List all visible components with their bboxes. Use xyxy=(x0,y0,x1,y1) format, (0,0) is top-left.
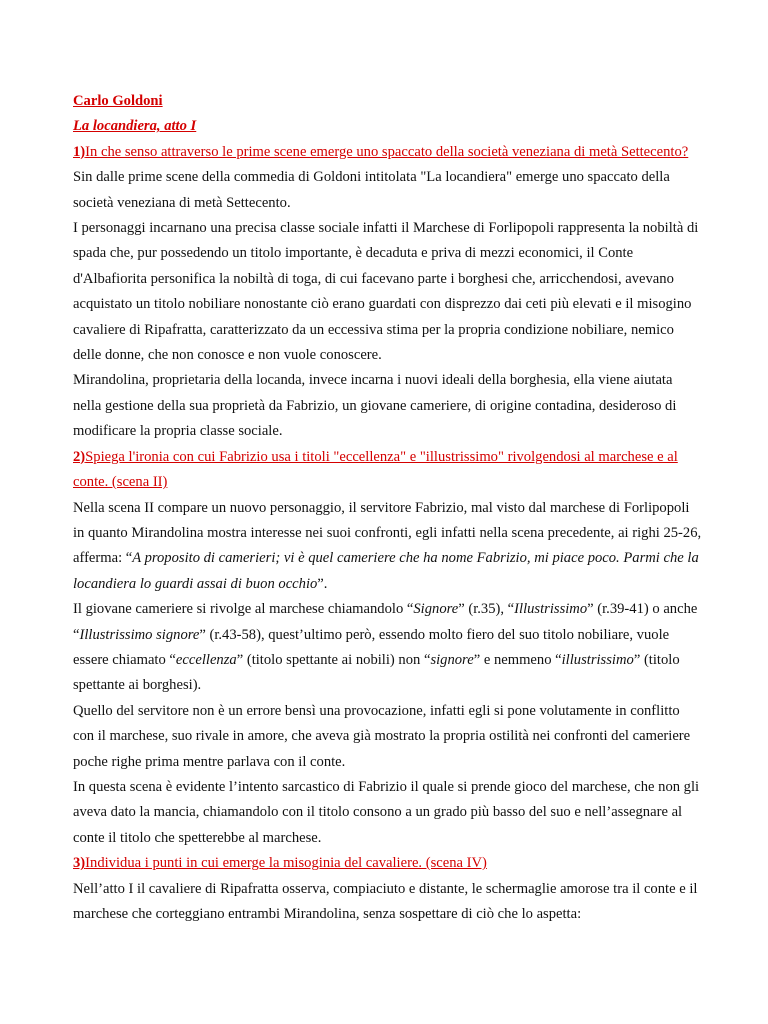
question-1 xyxy=(73,140,703,165)
question-1-number: 1) xyxy=(73,143,86,160)
question-2-number: 2) xyxy=(73,448,86,465)
answer-2-paragraph-1: Nella scena II compare un nuovo personaggio, il servitore Fabrizio, mal visto dal marchese di Forlipopoli in quanto Mirandolina mostra interesse nei suoi confronti, egli infatti nella scena precedente, ai righi 25-26, afferma: “A proposito di camerieri; vi è quel cameriere che ha nome Fabrizio, mi piace poco. Parmi che la locandiera lo guardi assai di buon occhio”. xyxy=(73,499,702,592)
question-3-number: 3) xyxy=(73,855,86,872)
answer-1-paragraph-3: Mirandolina, proprietaria della locanda, invece incarna i nuovi ideali della borghesia, ella viene aiutata nella gestione della sua proprietà da Fabrizio, un giovane cameriere, di origine contadina, desideroso di modificare la propria classe sociale. xyxy=(73,372,677,440)
answer-2-paragraph-3: Quello del servitore non è un errore bensì una provocazione, infatti egli si pone volutamente in conflitto con il marchese, suo rivale in amore, che aveva già mostrato la propria ostilità nei confronti del cameriere poche righe prima mentre parlava con il conte. xyxy=(73,702,691,770)
work-subheading: La locandiera, atto I xyxy=(73,118,197,135)
author-heading: Carlo Goldoni xyxy=(73,93,163,109)
question-2 xyxy=(73,445,703,496)
question-3 xyxy=(73,851,703,876)
quote-text: A proposito di camerieri; vi è quel cameriere che ha nome Fabrizio, mi piace poco. Parmi che la locandiera lo guardi assai di buon occhio xyxy=(73,550,699,592)
answer-1-paragraph-1: Sin dalle prime scene della commedia di Goldoni intitolata "La locandiera" emerge uno spaccato della società veneziana di metà Settecento. xyxy=(73,169,670,211)
answer-3-paragraph-1: Nell’atto I il cavaliere di Ripafratta osserva, compiaciuto e distante, le schermaglie amorose tra il conte e il marchese che corteggiano entrambi Mirandolina, senza sospettare di ciò che lo aspetta: xyxy=(73,880,698,922)
answer-2-paragraph-4: In questa scena è evidente l’intento sarcastico di Fabrizio il quale si prende gioco del marchese, che non gli aveva dato la mancia, chiamandolo con il titolo consono a un grado più basso del suo e nell’assegnare al conte il titolo che spetterebbe al marchese. xyxy=(73,778,700,846)
answer-2-paragraph-2: Il giovane cameriere si rivolge al marchese chiamandolo “Signore” (r.35), “Illustrissimo” (r.39-41) o anche “Illustrissimo signore” (r.43-58), quest’ultimo però, essendo molto fiero del suo titolo nobiliare, vuole essere chiamato “eccellenza” (titolo spettante ai nobili) non “signore” e nemmeno “illustrissimo” (titolo spettante ai borghesi). xyxy=(73,601,698,694)
question-2-text: Spiega l'ironia con cui Fabrizio usa i titoli "eccellenza" e "illustrissimo" rivolgendosi al marchese e al conte. (scena II) xyxy=(73,448,678,491)
document-page xyxy=(73,89,703,927)
question-1-text: In che senso attraverso le prime scene emerge uno spaccato della società veneziana di metà Settecento? xyxy=(85,143,689,160)
question-3-text: Individua i punti in cui emerge la misoginia del cavaliere. (scena IV) xyxy=(85,855,487,872)
answer-1-paragraph-2: I personaggi incarnano una precisa classe sociale infatti il Marchese di Forlipopoli rappresenta la nobiltà di spada che, pur possedendo un titolo importante, è decaduta e priva di mezzi economici, il Conte d'Albafiorita personifica la nobiltà di toga, di cui facevano parte i borghesi che, arricchendosi, avevano acquistato un titolo nobiliare nonostante ciò erano guardati con disprezzo dai ceti più elevati e il misogino cavaliere di Ripafratta, caratterizzato da un eccessiva stima per la propria condizione nobiliare, nemico delle donne, che non conosce e non vuole conoscere. xyxy=(73,220,699,364)
